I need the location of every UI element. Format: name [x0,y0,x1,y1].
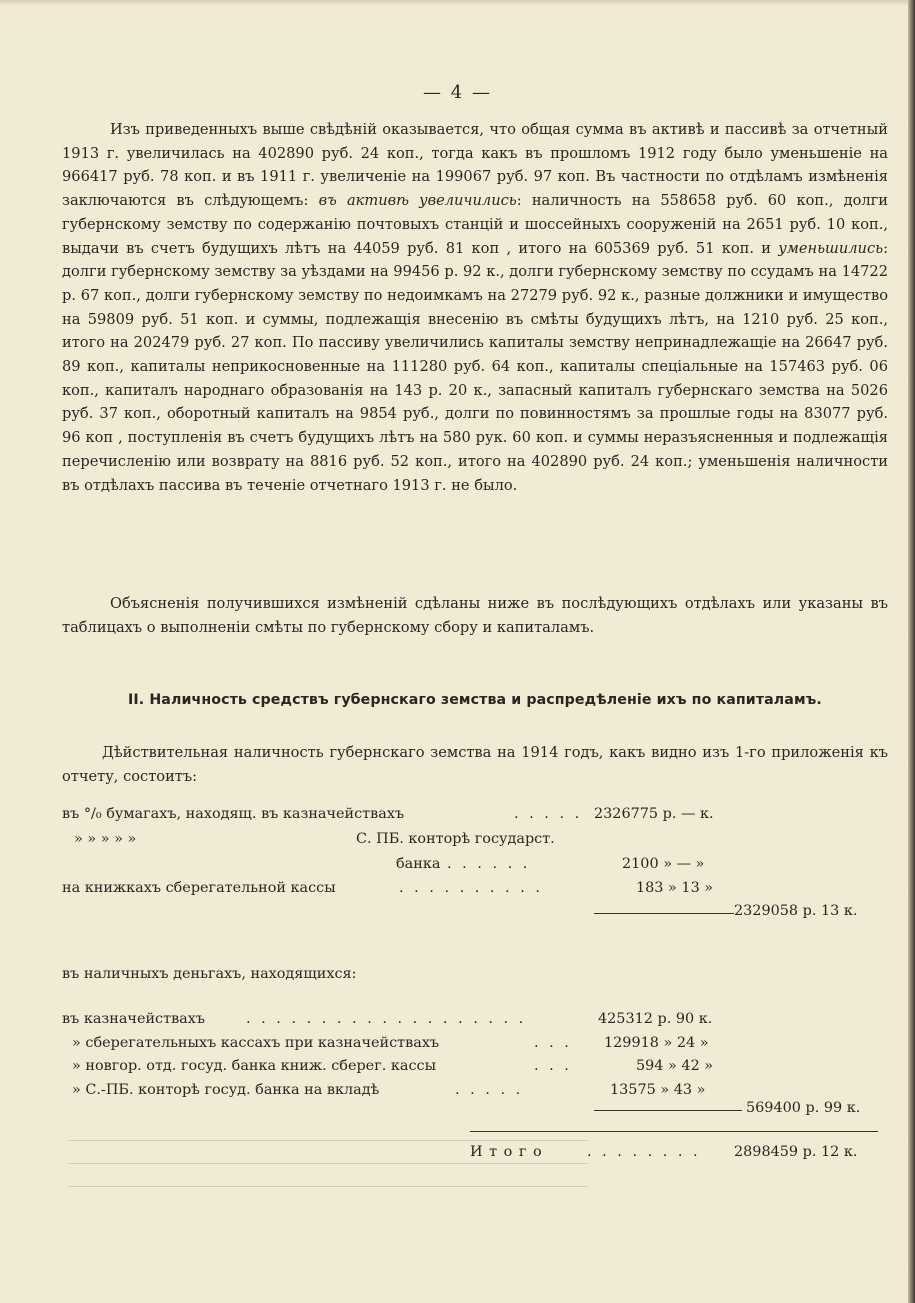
row-label: на книжкахъ сберегательной кассы [62,880,336,896]
row-value: 425312 р. 90 к. [598,1011,713,1027]
row-leader-dots: . . . . . . . . . . [399,880,543,896]
row-label: въ °/₀ бумагахъ, находящ. въ казначействахъ [62,806,405,822]
paragraph-summary-emph1: въ активѣ увеличились [318,192,517,210]
row-label: » сберегательныхъ кассахъ при казначействахъ [72,1035,440,1051]
securities-total: 2329058 р. 13 к. [734,903,858,919]
ditto-marks: » » » » » [74,831,137,847]
row-leader-dots: . . . . . [514,806,583,822]
paragraph-summary-part2: : наличность на 558658 руб. 60 коп., долги губернскому земству по содержанію почтовыхъ станцій и шоссейныхъ сооруженій на 2651 руб. 10 коп., выдачи въ счетъ будущихъ лѣтъ на 44059 руб. 81 коп , итого на 605369 руб. 51 коп. и [62,192,889,257]
subtotal-rule [594,913,734,914]
row-leader-dots: . . . . . . . . [587,1144,701,1160]
row-leader-dots: . . . [534,1035,572,1051]
row-value: 183 » 13 » [636,880,714,896]
row-leader-dots: . . . . . . [447,856,531,872]
page-number: — 4 — [423,82,492,103]
paragraph-summary-part1: Изъ приведенныхъ выше свѣдѣній оказывается, что общая сумма въ активѣ и пассивѣ за отчетный 1913 г. увеличилась на 402890 руб. 24 коп., тогда какъ въ прошломъ 1912 году было уменьшеніе на 966417 руб. 78 коп. и въ 1911 г. увеличеніе на 199067 руб. 97 коп. Въ частности по отдѣламъ измѣненія заключаются въ слѣдующемъ: [62,121,888,210]
row-leader-dots: . . . . . . . . . . . . . . . . . . . [246,1011,527,1027]
page-top-shadow [0,0,915,6]
row-label: банка [396,856,441,872]
row-label: въ казначействахъ [62,1011,206,1027]
row-value: 129918 » 24 » [604,1035,709,1051]
paragraph-intro: Дѣйствительная наличность губернскаго земства на 1914 годъ, какъ видно изъ 1-го приложенія къ отчету, состоитъ: [62,744,888,785]
paragraph-explanation: Объясненія получившихся измѣненій сдѣланы ниже въ послѣдующихъ отдѣлахъ или указаны въ таблицахъ о выполненіи смѣты по губернскому сбору и капиталамъ. [62,595,888,636]
cash-total: 569400 р. 99 к. [746,1100,861,1116]
page-edge-shadow [908,0,915,1303]
grand-total-value: 2898459 р. 12 к. [734,1144,858,1160]
paragraph-summary [62,118,888,497]
cash-heading: въ наличныхъ деньгахъ, находящихся: [62,966,357,982]
row-leader-dots: . . . . . [455,1082,524,1098]
row-value: 2326775 р. — к. [594,806,714,822]
row-value: 594 » 42 » [636,1058,714,1074]
section-title: II. Наличность средствъ губернскаго земства и распредѣленіе ихъ по капиталамъ. [128,692,822,708]
subtotal-rule [594,1110,742,1111]
row-label: » новгор. отд. госуд. банка книж. сберег. кассы [72,1058,437,1074]
paragraph-summary-emph2: уменьшились [778,239,884,257]
row-value: 13575 » 43 » [610,1082,706,1098]
bleed-through-row [68,1118,588,1141]
row-label: » С.-ПБ. конторѣ госуд. банка на вкладѣ [72,1082,380,1098]
securities-row-treasury [62,806,404,822]
grand-total-label: И т о г о [470,1144,543,1160]
row-value: 2100 » — » [622,856,705,872]
row-leader-dots: . . . [534,1058,572,1074]
bleed-through-row [68,1164,588,1187]
row-label: С. ПБ. конторѣ государст. [356,831,555,847]
paragraph-summary-part3: : долги губернскому земству за уѣздами на 99456 р. 92 к., долги губернскому земству по ссудамъ на 14722 р. 67 коп., долги губернскому земству по недоимкамъ на 27279 руб. 92 к., разные должники и имущество на 59809 руб. 51 коп. и суммы, подлежащія внесенію въ смѣты будущихъ лѣтъ, на 1210 руб. 25 коп., итого на 202479 руб. 27 коп. По пассиву увеличились капиталы земству непринадлежащіе на 26647 руб. 89 коп., капиталы неприкосновенные на 111280 руб. 64 коп., капиталы спеціальные на 157463 руб. 06 коп., капиталъ народнаго образованія на 143 р. 20 к., запасный капиталъ губернскаго земства на 5026 руб. 37 коп., оборотный капиталъ на 9854 руб., долги по повинностямъ за прошлые годы на 83077 руб. 96 коп , поступленія въ счетъ будущихъ лѣтъ на 580 рук. 60 коп. и суммы неразъясненныя и подлежащія перечисленію или возврату на 8816 руб. 52 коп., итого на 402890 руб. 24 коп.; уменьшенія наличности въ отдѣлахъ пассива въ теченіе отчетнаго 1913 г. не было. [62,239,888,494]
